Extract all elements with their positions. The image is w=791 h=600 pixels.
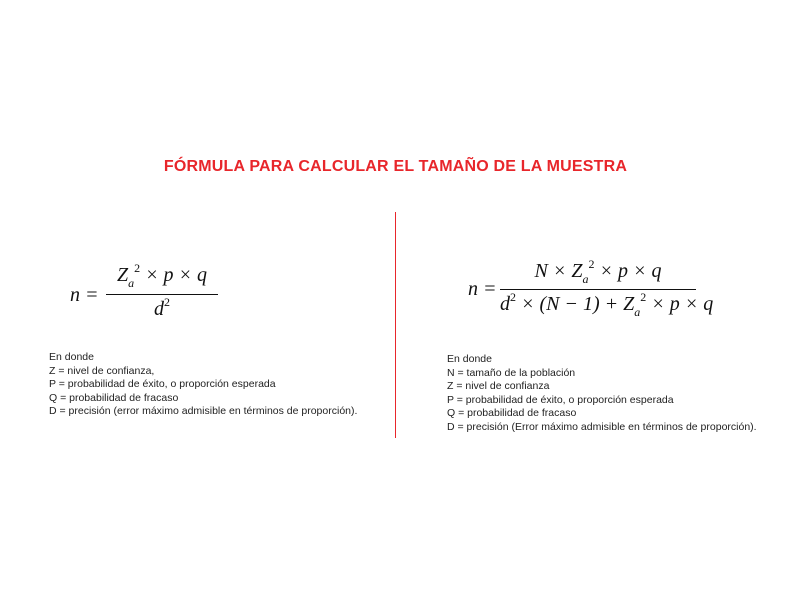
formula-lhs: n = xyxy=(70,284,99,306)
definition-line: D = precisión (Error máximo admisible en términos de proporción). xyxy=(447,420,757,433)
definitions-heading: En donde xyxy=(49,351,94,363)
fraction-bar xyxy=(500,289,696,290)
formula-denominator: $d^2 \times (N - 1) + Z_a^2 \times p \times q$ xyxy=(500,290,714,319)
definition-line: D = precisión (error máximo admisible en términos de proporción). xyxy=(49,405,358,418)
fraction-bar xyxy=(106,294,218,295)
formula-fraction xyxy=(500,257,714,328)
definitions-heading: En donde xyxy=(447,353,492,365)
definition-line: Q = probabilidad de fracaso xyxy=(447,407,577,420)
formula-denominator: $d^2$ xyxy=(154,295,170,320)
formula-numerator: $N \times Z_a^2 \times p \times q$ xyxy=(534,257,662,286)
definition-line: N = tamaño de la población xyxy=(447,366,576,379)
definition-line: P = probabilidad de éxito, o proporción esperada xyxy=(49,378,276,391)
definition-line: Z = nivel de confianza xyxy=(447,380,550,393)
definitions-left xyxy=(49,351,357,419)
definitions-right xyxy=(447,353,757,435)
formula-finite-population xyxy=(468,257,714,328)
definition-line: P = probabilidad de éxito, o proporción esperada xyxy=(447,393,674,406)
formula-fraction xyxy=(106,258,218,328)
definition-line: Q = probabilidad de fracaso xyxy=(49,391,179,404)
formula-infinite-population xyxy=(70,258,220,328)
formula-numerator: $Z_a^2 \times p \times q$ xyxy=(116,261,208,290)
definition-line: Z = nivel de confianza, xyxy=(49,364,155,377)
formula-lhs: n = xyxy=(468,278,497,300)
page-title: FÓRMULA PARA CALCULAR EL TAMAÑO DE LA MUESTRA xyxy=(163,158,628,175)
vertical-divider xyxy=(395,212,396,438)
